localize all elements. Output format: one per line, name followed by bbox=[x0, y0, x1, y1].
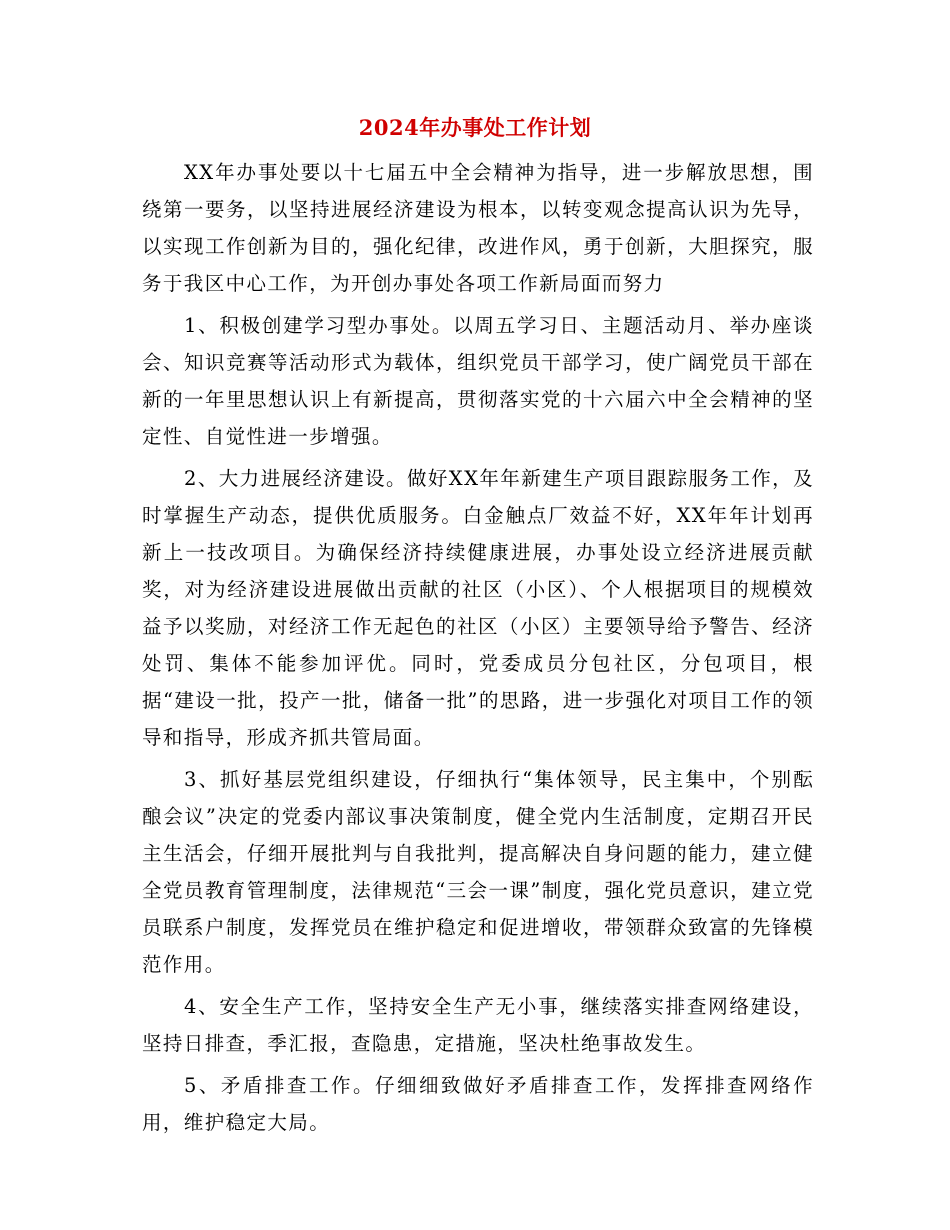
paragraph-2-economy: 2、大力进展经济建设。做好XX年年新建生产项目跟踪服务工作，及时掌握生产动态，提供优质服务。白金触点厂效益不好，XX年年计划再新上一技改项目。为确保经济持续健康进展，办事处设立经济进展贡献奖，对为经济建设进展做出贡献的社区（小区）、个人根据项目的规模效益予以奖励，对经济工作无起色的社区（小区）主要领导给予警告、经济处罚、集体不能参加评优。同时，党委成员分包社区，分包项目，根据“建设一批，投产一批，储备一批”的思路，进一步强化对项目工作的领导和指导，形成齐抓共管局面。 bbox=[142, 467, 814, 749]
paragraph-4-safety: 4、安全生产工作，坚持安全生产无小事，继续落实排查网络建设，坚持日排查，季汇报，查隐患，定措施，坚决杜绝事故发生。 bbox=[142, 995, 814, 1055]
paragraph-5-conflict: 5、矛盾排查工作。仔细细致做好矛盾排查工作，发挥排查网络作用，维护稳定大局。 bbox=[142, 1074, 814, 1134]
document-title: 2024年办事处工作计划 bbox=[358, 115, 592, 140]
document-body bbox=[142, 154, 814, 1146]
paragraph-3-party-building: 3、抓好基层党组织建设，仔细执行“集体领导，民主集中，个别酝酿会议”决定的党委内部议事决策制度，健全党内生活制度，定期召开民主生活会，仔细开展批判与自我批判，提高解决自身问题的能力，建立健全党员教育管理制度，法律规范“三会一课”制度，强化党员意识，建立党员联系户制度，发挥党员在维护稳定和促进增收，带领群众致富的先锋模范作用。 bbox=[142, 768, 814, 976]
intro-paragraph: XX年办事处要以十七届五中全会精神为指导，进一步解放思想，围绕第一要务，以坚持进展经济建设为根本，以转变观念提高认识为先导，以实现工作创新为目的，强化纪律，改进作风，勇于创新，大胆探究，服务于我区中心工作，为开创办事处各项工作新局面而努力 bbox=[142, 161, 814, 295]
paragraph-1-learning: 1、积极创建学习型办事处。以周五学习日、主题活动月、举办座谈会、知识竞赛等活动形式为载体，组织党员干部学习，使广阔党员干部在新的一年里思想认识上有新提高，贯彻落实党的十六届六中全会精神的坚定性、自觉性进一步增强。 bbox=[142, 314, 814, 448]
